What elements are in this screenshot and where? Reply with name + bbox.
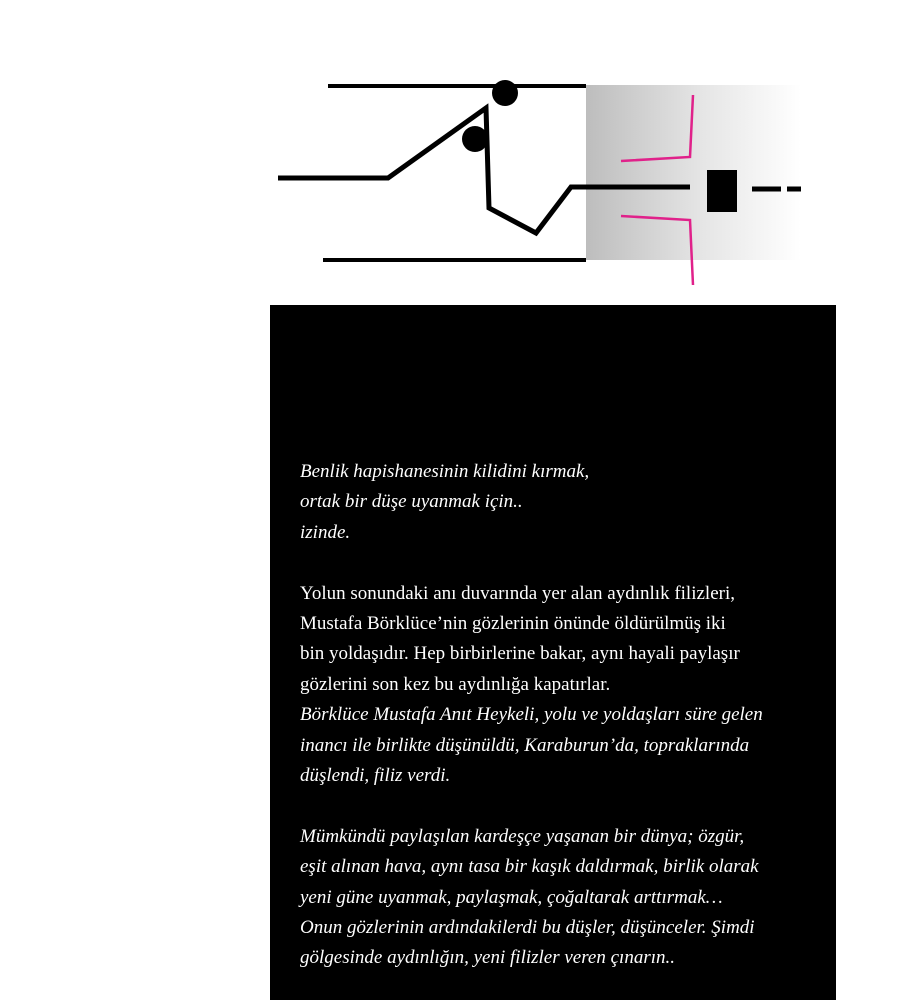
stanza-3-line: gölgesinde aydınlığın, yeni filizler veren çınarın..	[300, 947, 675, 969]
stanza-1-line: izinde.	[300, 521, 351, 543]
stanza-2-line: Yolun sonundaki anı duvarında yer alan aydınlık filizleri,	[300, 582, 735, 604]
text-panel	[270, 305, 836, 1000]
stanza-3-line: eşit alınan hava, aynı tasa bir kaşık daldırmak, birlik olarak	[300, 856, 759, 878]
monument-logo-icon	[0, 0, 921, 300]
stanza-1-line: Benlik hapishanesinin kilidini kırmak,	[300, 461, 590, 482]
stanza-1	[300, 457, 820, 548]
stanza-2-line: Mustafa Börklüce’nin gözlerinin önünde öldürülmüş iki	[300, 613, 726, 635]
stanza-2	[300, 579, 820, 792]
stanza-3	[300, 822, 820, 974]
wall-gradient	[586, 85, 801, 260]
stanza-3-line: Onun gözlerinin ardındakilerdi bu düşler, düşünceler. Şimdi	[300, 917, 755, 939]
stanza-2-line: gözlerini son kez bu aydınlığa kapatırlar.	[300, 673, 611, 695]
stanza-3-line: Mümkündü paylaşılan kardeşçe yaşanan bir dünya; özgür,	[300, 825, 745, 847]
lock-block	[707, 170, 737, 212]
poem-body	[300, 457, 820, 1004]
stanza-1-line: ortak bir düşe uyanmak için..	[300, 491, 523, 513]
stanza-2-italic-line: inancı ile birlikte düşünüldü, Karaburun’da, topraklarında	[300, 734, 750, 756]
stanza-2-italic-line: düşlendi, filiz verdi.	[300, 765, 451, 787]
figure-head-top	[492, 80, 518, 106]
stanza-2-line: bin yoldaşıdır. Hep birbirlerine bakar, aynı hayali paylaşır	[300, 643, 740, 665]
stanza-2-italic-line: Börklüce Mustafa Anıt Heykeli, yolu ve yoldaşları süre gelen	[300, 704, 763, 726]
stanza-3-line: yeni güne uyanmak, paylaşmak, çoğaltarak arttırmak…	[300, 886, 723, 908]
figure-head-lower	[462, 126, 488, 152]
